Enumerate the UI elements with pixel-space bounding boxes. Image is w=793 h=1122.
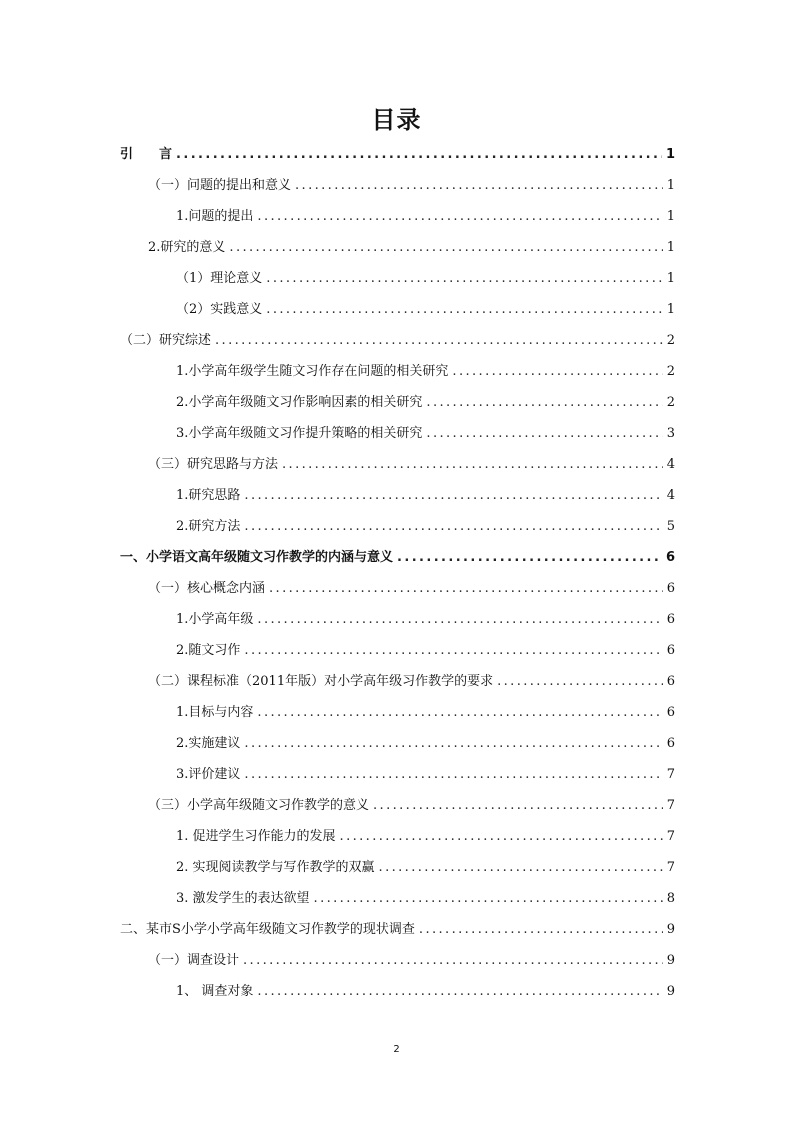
dot-leader — [397, 549, 662, 567]
toc-entry[interactable] — [176, 766, 675, 784]
toc-entry[interactable] — [148, 580, 675, 598]
toc-entry-label: 3. 激发学生的表达欲望 — [176, 891, 310, 906]
toc-entry-label: 1.目标与内容 — [176, 705, 254, 720]
dot-leader — [426, 394, 662, 412]
dot-leader — [497, 673, 663, 691]
toc-entry-label: 引 言 — [120, 147, 173, 162]
toc-entry-label: 1.小学高年级学生随文习作存在问题的相关研究 — [176, 364, 449, 379]
toc-entry[interactable] — [148, 456, 675, 474]
toc-entry-label: 2. 实现阅读教学与写作教学的双赢 — [176, 860, 375, 875]
toc-entry-label: （一）核心概念内涵 — [148, 581, 266, 596]
dot-leader — [244, 642, 662, 660]
document-title: 目录 — [371, 106, 422, 134]
toc-entry[interactable] — [176, 735, 675, 753]
dot-leader — [269, 580, 663, 598]
toc-entry-label: （2）实践意义 — [176, 302, 263, 317]
dot-leader — [266, 270, 662, 288]
toc-entry[interactable] — [176, 394, 675, 412]
dot-leader — [419, 921, 663, 939]
dot-leader — [257, 611, 662, 629]
toc-entry-page: 2 — [666, 333, 675, 348]
toc-entry[interactable] — [120, 332, 675, 350]
dot-leader — [229, 239, 662, 257]
toc-entry-label: （二）研究综述 — [120, 333, 212, 348]
toc-entry-page: 9 — [666, 984, 675, 999]
page-number: 2 — [393, 1044, 400, 1055]
toc-entry[interactable] — [176, 859, 675, 877]
toc-entry-page: 6 — [666, 736, 675, 751]
toc-entry[interactable] — [148, 952, 675, 970]
toc-entry-page: 7 — [666, 767, 675, 782]
toc-entry-page: 4 — [666, 488, 675, 503]
toc-entry[interactable] — [176, 611, 675, 629]
toc-entry-page: 4 — [666, 457, 675, 472]
toc-entry-page: 2 — [666, 364, 675, 379]
dot-leader — [379, 859, 663, 877]
toc-entry[interactable] — [148, 673, 675, 691]
toc-entry-label: 3.评价建议 — [176, 767, 241, 782]
toc-entry-page: 7 — [666, 860, 675, 875]
toc-entry-page: 7 — [666, 829, 675, 844]
toc-entry-page: 7 — [666, 798, 675, 813]
toc-entry[interactable] — [176, 890, 675, 908]
toc-entry-page: 1 — [665, 147, 675, 162]
dot-leader — [373, 797, 663, 815]
toc-entry-label: （三）小学高年级随文习作教学的意义 — [148, 798, 370, 813]
toc-entry[interactable] — [120, 921, 675, 939]
dot-leader — [340, 828, 663, 846]
toc-entry-label: 1. 促进学生习作能力的发展 — [176, 829, 336, 844]
toc-entry[interactable] — [176, 828, 675, 846]
toc-entry-label: 1.研究思路 — [176, 488, 241, 503]
dot-leader — [452, 363, 662, 381]
toc-entry-page: 5 — [666, 519, 675, 534]
toc-entry-label: 二、某市S小学小学高年级随文习作教学的现状调查 — [120, 922, 415, 937]
dot-leader — [244, 735, 662, 753]
dot-leader — [314, 890, 663, 908]
toc-entry-page: 1 — [666, 209, 675, 224]
toc-entry-page: 6 — [666, 612, 675, 627]
dot-leader — [244, 766, 662, 784]
toc-entry-page: 8 — [666, 891, 675, 906]
toc-entry-page: 9 — [666, 922, 675, 937]
toc-entry-label: （二）课程标准（2011年版）对小学高年级习作教学的要求 — [148, 674, 494, 689]
toc-entry-page: 6 — [666, 705, 675, 720]
toc-entry-label: 2.实施建议 — [176, 736, 241, 751]
toc-entry[interactable] — [148, 177, 675, 195]
toc-entry-label: 2.研究方法 — [176, 519, 241, 534]
dot-leader — [266, 301, 662, 319]
toc-entry[interactable] — [176, 983, 675, 1001]
toc-entry-page: 9 — [666, 953, 675, 968]
toc-entry-page: 6 — [665, 550, 675, 565]
toc-entry-label: 2.研究的意义 — [148, 240, 226, 255]
dot-leader — [257, 983, 662, 1001]
toc-entry-label: 3.小学高年级随文习作提升策略的相关研究 — [176, 426, 423, 441]
dot-leader — [244, 518, 662, 536]
toc-entry[interactable] — [148, 797, 675, 815]
toc-entry-label: 2.小学高年级随文习作影响因素的相关研究 — [176, 395, 423, 410]
toc-entry[interactable] — [148, 239, 675, 257]
toc-entry-page: 1 — [666, 240, 675, 255]
dot-leader — [215, 332, 663, 350]
toc-entry[interactable] — [176, 487, 675, 505]
toc-entry[interactable] — [176, 208, 675, 226]
dot-leader — [244, 487, 662, 505]
dot-leader — [257, 704, 662, 722]
toc-entry[interactable] — [120, 146, 675, 164]
dot-leader — [426, 425, 662, 443]
toc-entry-page: 3 — [666, 426, 675, 441]
toc-entry-page: 1 — [666, 271, 675, 286]
toc-entry[interactable] — [176, 704, 675, 722]
toc-entry[interactable] — [120, 549, 675, 567]
toc-entry-label: 1、 调查对象 — [176, 984, 254, 999]
toc-entry-label: （一）问题的提出和意义 — [148, 178, 292, 193]
toc-entry-page: 6 — [666, 643, 675, 658]
toc-entry-page: 6 — [666, 581, 675, 596]
dot-leader — [282, 456, 663, 474]
toc-entry[interactable] — [176, 642, 675, 660]
toc-entry[interactable] — [176, 363, 675, 381]
dot-leader — [176, 146, 662, 164]
toc-entry[interactable] — [176, 270, 675, 288]
toc-entry-label: 2.随文习作 — [176, 643, 241, 658]
toc-entry-label: 一、小学语文高年级随文习作教学的内涵与意义 — [120, 550, 394, 565]
toc-entry-label: 1.小学高年级 — [176, 612, 254, 627]
toc-entry-label: 1.问题的提出 — [176, 209, 254, 224]
toc-entry-page: 1 — [666, 302, 675, 317]
toc-entry[interactable] — [176, 425, 675, 443]
toc-entry-page: 1 — [666, 178, 675, 193]
dot-leader — [243, 952, 663, 970]
toc-entry[interactable] — [176, 301, 675, 319]
toc-entry-label: （一）调查设计 — [148, 953, 240, 968]
dot-leader — [295, 177, 663, 195]
toc-entry-label: （三）研究思路与方法 — [148, 457, 279, 472]
toc-entry[interactable] — [176, 518, 675, 536]
toc-entry-page: 2 — [666, 395, 675, 410]
toc-entry-label: （1）理论意义 — [176, 271, 263, 286]
toc-entry-page: 6 — [666, 674, 675, 689]
dot-leader — [257, 208, 662, 226]
